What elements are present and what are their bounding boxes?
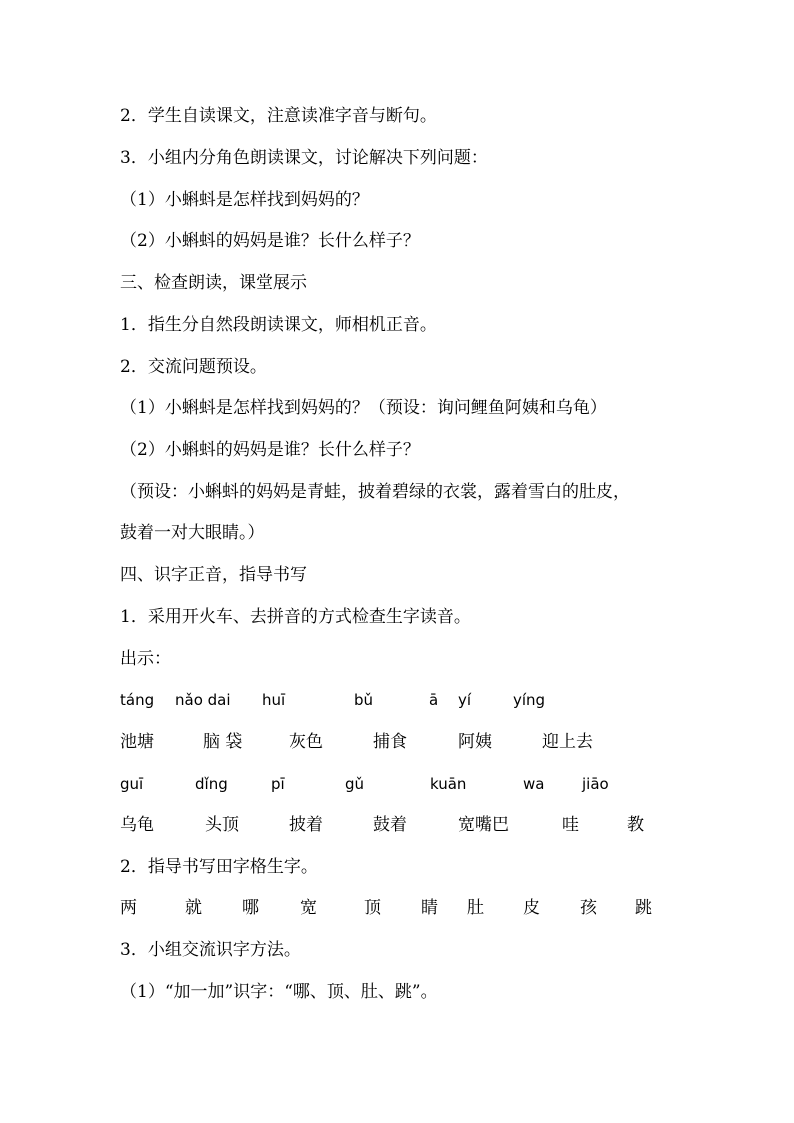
step-2-writing: 2．指导书写田字格生字。 xyxy=(120,857,318,877)
pinyin-item: gǔ xyxy=(345,775,365,793)
pinyin-item: pī xyxy=(271,775,285,793)
answer-2-question: （2）小蝌蚪的妈妈是谁？长什么样子？ xyxy=(120,440,420,460)
step-2-self-read: 2．学生自读课文，注意读准字音与断句。 xyxy=(120,106,437,126)
char-item: 两 xyxy=(120,898,137,918)
pinyin-item: guī xyxy=(120,775,144,793)
char-item: 就 xyxy=(185,898,202,918)
word-item: 脑 袋 xyxy=(203,732,243,752)
char-item: 顶 xyxy=(364,898,381,918)
question-2: （2）小蝌蚪的妈妈是谁？长什么样子？ xyxy=(120,231,420,251)
answer-2-continued: 鼓着一对大眼睛。） xyxy=(120,523,265,543)
word-item: 头顶 xyxy=(205,815,239,835)
question-1: （1）小蝌蚪是怎样找到妈妈的？ xyxy=(120,190,369,210)
char-item: 肚 xyxy=(467,898,484,918)
word-item: 阿姨 xyxy=(458,732,492,752)
answer-2-text: （预设：小蝌蚪的妈妈是青蛙，披着碧绿的衣裳，露着雪白的肚皮， xyxy=(120,482,630,502)
step-3-methods: 3．小组交流识字方法。 xyxy=(120,940,301,960)
word-item: 灰色 xyxy=(289,732,323,752)
pinyin-item: huī xyxy=(262,691,286,709)
word-item: 教 xyxy=(627,815,644,835)
word-item: 捕食 xyxy=(373,732,407,752)
step-1-train-game: 1．采用开火车、去拼音的方式检查生字读音。 xyxy=(120,607,471,627)
section-3-heading: 三、检查朗读，课堂展示 xyxy=(120,273,307,293)
pinyin-item: wa xyxy=(523,775,545,793)
pinyin-item: nǎo dai xyxy=(175,691,231,709)
section-4-heading: 四、识字正音，指导书写 xyxy=(120,565,307,585)
step-3-group-read: 3．小组内分角色朗读课文，讨论解决下列问题： xyxy=(120,148,488,168)
pinyin-item: táng xyxy=(120,691,155,709)
word-item: 宽嘴巴 xyxy=(458,815,509,835)
pinyin-item: dǐng xyxy=(195,775,228,793)
step-2-discussion: 2．交流问题预设。 xyxy=(120,357,267,377)
word-item: 池塘 xyxy=(120,732,154,752)
char-item: 睛 xyxy=(421,898,438,918)
step-1-reading: 1．指生分自然段朗读课文，师相机正音。 xyxy=(120,315,437,335)
char-item: 孩 xyxy=(580,898,597,918)
char-item: 皮 xyxy=(523,898,540,918)
pinyin-item: kuān xyxy=(430,775,467,793)
char-item: 哪 xyxy=(242,898,259,918)
pinyin-item: yíng xyxy=(513,691,546,709)
word-item: 披着 xyxy=(289,815,323,835)
pinyin-item: yí xyxy=(458,691,472,709)
char-item: 宽 xyxy=(300,898,317,918)
char-item: 跳 xyxy=(635,898,652,918)
method-1: （1）“加一加”识字：“哪、顶、肚、跳”。 xyxy=(120,982,438,1002)
pinyin-item: jiāo xyxy=(582,775,609,793)
word-item: 鼓着 xyxy=(373,815,407,835)
word-item: 哇 xyxy=(562,815,579,835)
word-item: 迎上去 xyxy=(542,732,593,752)
pinyin-item: bǔ xyxy=(354,691,374,709)
pinyin-item: ā xyxy=(429,691,439,709)
word-item: 乌龟 xyxy=(120,815,154,835)
answer-1: （1）小蝌蚪是怎样找到妈妈的？（预设：询问鲤鱼阿姨和乌龟） xyxy=(120,398,607,418)
show-label: 出示： xyxy=(120,649,171,669)
